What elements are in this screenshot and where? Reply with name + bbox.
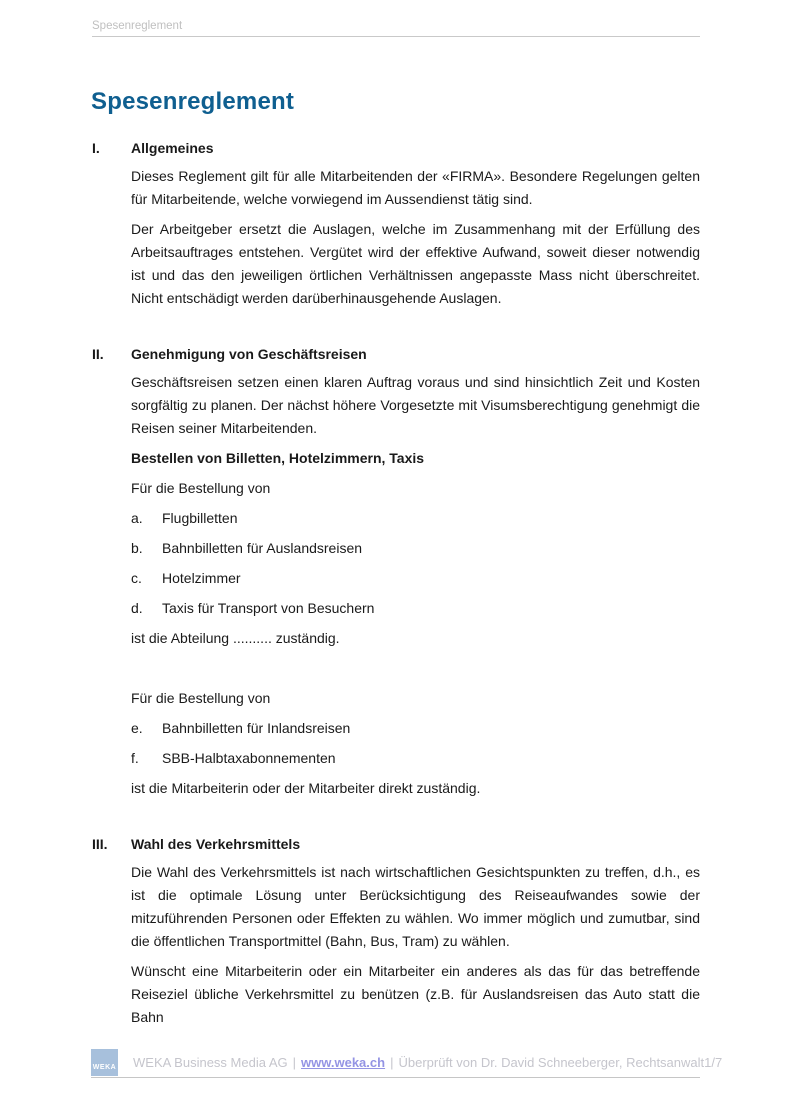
paragraph: Die Wahl des Verkehrsmittels ist nach wirtschaftlichen Gesichtspunkten zu treffen, d.h., es ist die optimale Lösung unter Berücksichtigung des Reiseaufwandes sowie der mitzuführenden Personen oder Effekten zu wählen. Wo immer möglich und zumutbar, sind die öffentlichen Transportmittel (Bahn, Bus, Tram) zu wählen. [131,864,700,949]
paragraph: Der Arbeitgeber ersetzt die Auslagen, welche im Zusammenhang mit der Erfüllung des Arbeitsauftrages entstehen. Vergütet wird der effektive Aufwand, soweit dieser notwendig ist und das den jeweiligen örtlichen Verhältnissen angepasste Mass nicht überschreitet. Nicht entschädigt werden darüberhinausgehende Auslagen. [131,221,700,306]
section-numeral: II. [92,346,104,362]
blank-line [131,657,700,680]
paragraph: Für die Bestellung von [131,690,271,706]
list-item [131,597,700,620]
list-marker: d. [131,600,143,616]
list-item-text: Bahnbilletten für Inlandsreisen [162,720,351,736]
list-item [131,747,700,770]
page-number: 1/7 [704,1055,723,1070]
paragraph: Für die Bestellung von [131,480,271,496]
section-i [92,137,700,310]
section-body [131,165,700,310]
list-marker: a. [131,510,143,526]
footer-separator: | [390,1055,394,1070]
footer-separator: | [292,1055,297,1070]
page-title: Spesenreglement [91,88,295,115]
section-heading-text: Wahl des Verkehrsmittels [131,836,301,852]
section-body [131,861,700,1029]
footer-link[interactable]: www.weka.ch [301,1055,386,1070]
footer-reviewed-by: Überprüft von Dr. David Schneeberger, Rechtsanwalt [398,1055,705,1070]
sub-heading: Bestellen von Billetten, Hotelzimmern, Taxis [131,450,425,466]
list-item [131,537,700,560]
document-body [92,137,700,1036]
list-marker: b. [131,540,143,556]
list-item [131,717,700,740]
paragraph: ist die Abteilung .......... zuständig. [131,630,340,646]
footer-row [91,1049,723,1076]
list-marker: c. [131,570,142,586]
section-numeral: III. [92,836,108,852]
section-heading [92,343,700,366]
section-heading [92,833,700,856]
running-header [92,20,700,37]
section-body [131,371,700,800]
list-item-text: Taxis für Transport von Besuchern [162,600,375,616]
paragraph: ist die Mitarbeiterin oder der Mitarbeiter direkt zuständig. [131,780,481,796]
section-ii [92,343,700,800]
section-heading-text: Allgemeines [131,140,214,156]
section-numeral: I. [92,140,100,156]
list-item [131,507,700,530]
weka-logo [91,1049,118,1076]
list-marker: f. [131,750,139,766]
list-item-text: SBB-Halbtaxabonnementen [162,750,336,766]
list-item [131,567,700,590]
section-heading-text: Genehmigung von Geschäftsreisen [131,346,367,362]
list-item-text: Bahnbilletten für Auslandsreisen [162,540,363,556]
weka-logo-text: WEKA [92,1064,117,1071]
list-item-text: Flugbilletten [162,510,238,526]
paragraph: Dieses Reglement gilt für alle Mitarbeitenden der «FIRMA». Besondere Regelungen gelten für Mitarbeitende, welche vorwiegend im Aussendienst tätig sind. [131,168,700,207]
running-header-title: Spesenreglement [92,20,183,32]
list-marker: e. [131,720,143,736]
paragraph: Geschäftsreisen setzen einen klaren Auftrag voraus und sind hinsichtlich Zeit und Kosten sorgfältig zu planen. Der nächst höhere Vorgesetzte mit Visumsberechtigung genehmigt die Reisen seiner Mitarbeitenden. [131,374,700,436]
list-item-text: Hotelzimmer [162,570,241,586]
section-heading [92,137,700,160]
paragraph: Wünscht eine Mitarbeiterin oder ein Mitarbeiter ein anderes als das für das betreffende Reiseziel übliche Verkehrsmittel zu benützen (z.B. für Auslandsreisen das Auto statt die Bahn [131,963,700,1025]
page-footer [91,1049,723,1078]
section-iii [92,833,700,1029]
footer-company: WEKA Business Media AG [133,1055,288,1070]
